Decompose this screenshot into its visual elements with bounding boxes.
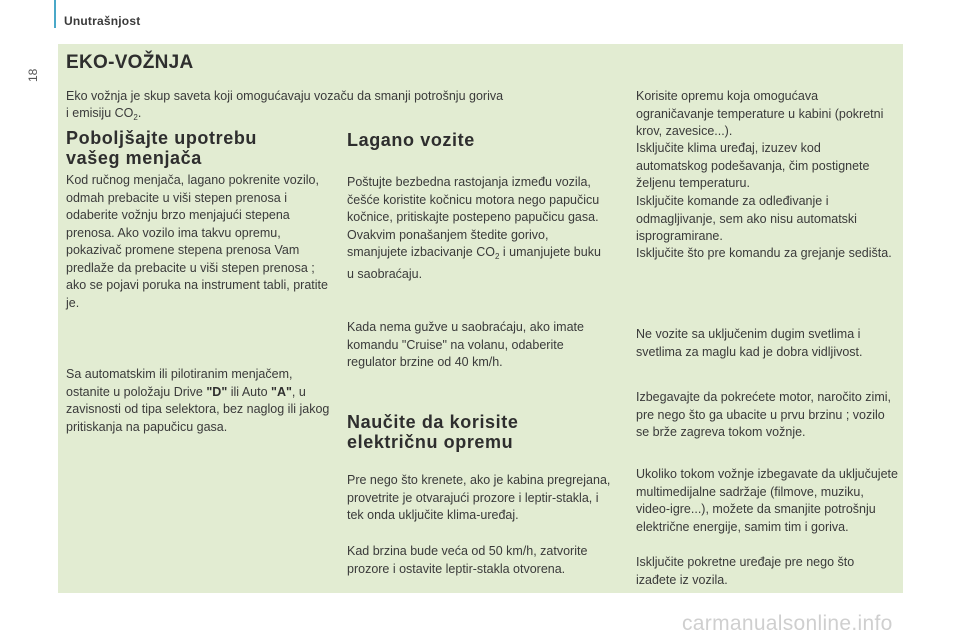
tip-defrost: Isključite komande za odleđivanje i odmagljivanje, sem ako nisu automatski isprogramirane. [636, 194, 857, 243]
intro-line2: i emisiju CO [66, 106, 134, 120]
gearbox-paragraph-manual: Kod ručnog menjača, lagano pokrenite vozilo, odmah prebacite u viši stepen prenosa i odaberite vožnju brzo menjajući stepena prenosa. Ako vozilo ima takvu opremu, pokazivač promene stepena prenosa Vam predlaže da prebacite u viši stepen prenosa ; ako se pojavi poruka na instrument tabli, pratite je. [66, 173, 328, 310]
automatic-text-c: , u zavisnosti od tipa selektora, bez naglog ili jakog pritiskanja na papučicu gasa. [66, 384, 330, 434]
drive-gently-text-b: i umanjujete buku u saobraćaju. [347, 245, 601, 281]
heading-electric-line1: Naučite da korisite [347, 412, 519, 432]
section-accent-bar [54, 0, 56, 28]
section-label: Unutrašnjost [64, 14, 141, 28]
drive-gently-paragraph [347, 174, 609, 283]
auto-mode: "A" [271, 384, 292, 399]
automatic-text-b: ili Auto [227, 384, 272, 399]
heading-electric-line2: električnu opremu [347, 432, 514, 452]
intro-text [66, 88, 586, 126]
cruise-paragraph: Kada nema gužve u saobraćaju, ako imate komandu "Cruise" na volanu, odaberite regulator brzine od 40 km/h. [347, 320, 584, 369]
tip-lights: Ne vozite sa uključenim dugim svetlima i svetlima za maglu kad je dobra vidljivost. [636, 327, 863, 359]
tip-temperature: Korisite opremu koja omogućava ograničavanje temperature u kabini (pokretni krov, zavesice...). [636, 89, 884, 138]
heading-drive-gently: Lagano vozite [347, 130, 475, 150]
co2-subscript: 2 [495, 252, 500, 261]
page-number: 18 [26, 68, 40, 82]
tip-seat-heating: Isključite što pre komandu za grejanje sedišta. [636, 246, 892, 260]
page-title: EKO-VOŽNJA [66, 52, 194, 73]
ventilation-paragraph: Pre nego što krenete, ako je kabina pregrejana, provetrite je otvarajući prozore i leptir-stakla, i tek onda uključite klima-uređaj. [347, 473, 611, 522]
automatic-text-a: Sa automatskim ili pilotiranim menjačem, ostanite u položaju Drive [66, 367, 293, 399]
watermark: carmanualsonline.info [682, 612, 893, 635]
tip-engine-warmup: Izbegavajte da pokrećete motor, naročito zimi, pre nego što ga ubacite u prvu brzinu ; vozilo se brže zagreva tokom vožnje. [636, 390, 891, 439]
heading-electric-equipment [347, 412, 609, 452]
drive-gently-text-a: Poštujte bezbedna rastojanja između vozila, češće koristite kočnicu motora nego papučicu kočnice, pritiskajte postepeno papučicu gasa. Ovakvim ponašanjem štedite gorivo, smanjujete izbacivanje CO [347, 175, 600, 259]
heading-gearbox-line1: Poboljšajte upotrebu [66, 128, 258, 148]
intro-subscript: 2 [133, 113, 138, 122]
heading-gearbox-line2: vašeg menjača [66, 148, 202, 168]
intro-line1: Eko vožnja je skup saveta koji omogućavaju vozaču da smanji potrošnju goriva [66, 89, 504, 103]
gearbox-paragraph-automatic [66, 366, 330, 436]
intro-period: . [137, 106, 142, 120]
tip-air-conditioning: Isključite klima uređaj, izuzev kod automatskog podešavanja, čim postignete željenu temperaturu. [636, 141, 870, 190]
drive-mode: "D" [206, 384, 228, 399]
heading-gearbox [66, 128, 316, 168]
windows-paragraph: Kad brzina bude veća od 50 km/h, zatvorite prozore i ostavite leptir-stakla otvorena. [347, 544, 588, 576]
tip-mobile-devices: Isključite pokretne uređaje pre nego što izađete iz vozila. [636, 555, 855, 587]
tip-multimedia: Ukoliko tokom vožnje izbegavate da uključujete multimedijalne sadržaje (filmove, muziku, video-igre...), možete da smanjite potrošnju električne energije, samim tim i goriva. [636, 467, 898, 534]
